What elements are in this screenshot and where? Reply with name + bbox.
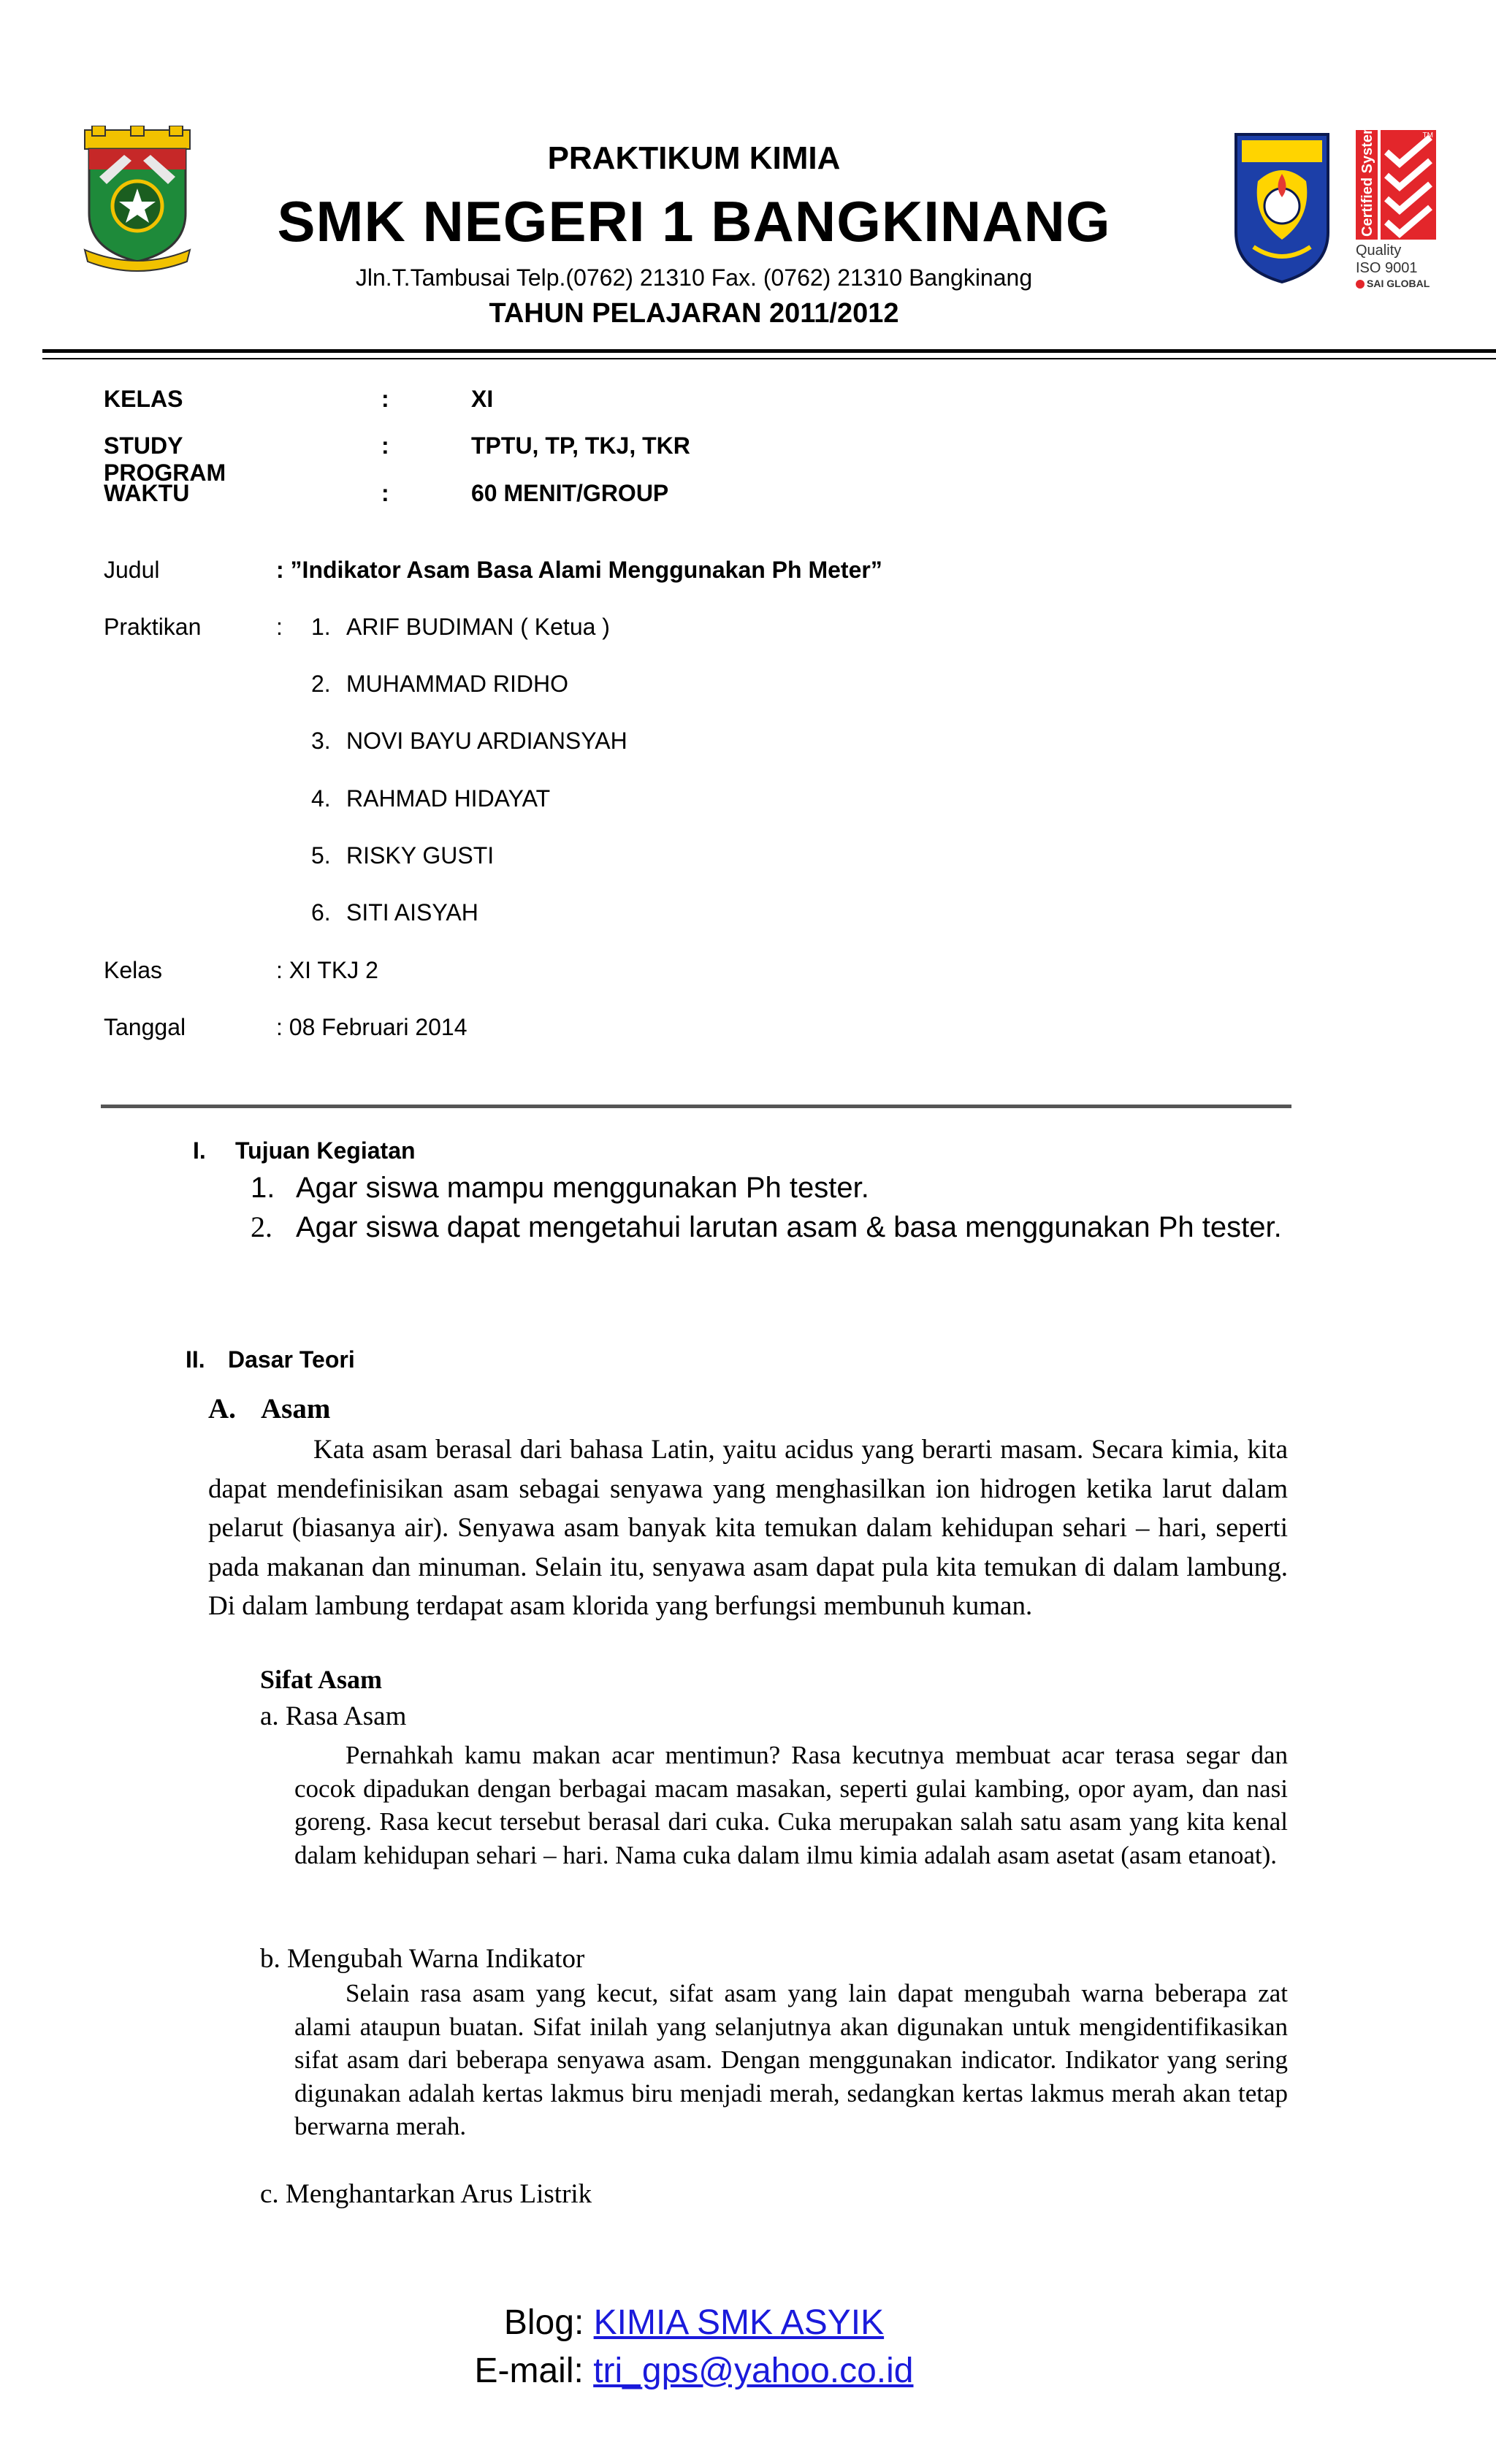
sifat-asam-heading: Sifat Asam xyxy=(260,1665,383,1694)
footer-blog: Blog: KIMIA SMK ASYIK xyxy=(503,2303,885,2342)
subsection-heading-asam: A. Asam xyxy=(208,1393,331,1424)
sifat-b-label: b. Mengubah Warna Indikator xyxy=(260,1944,585,1974)
member-list-item: 2. MUHAMMAD RIDHO xyxy=(311,671,568,697)
member-list-item: 1. ARIF BUDIMAN ( Ketua ) xyxy=(311,614,610,640)
member-list-item: 5. RISKY GUSTI xyxy=(311,842,495,869)
tm-mark: TM xyxy=(1422,131,1433,140)
member-list-item: 3. NOVI BAYU ARDIANSYAH xyxy=(311,728,627,754)
certified-system-label: Certified System xyxy=(1356,130,1378,240)
asam-intro-paragraph: Kata asam berasal dari bahasa Latin, yaitu acidus yang berarti masam. Secara kimia, kita dapat mendefinisikan asam sebagai senyawa yang menghasilkan ion hidrogen ketika larut dalam pelarut (biasanya air). Senyawa asam banyak kita temukan dalam kehidupan sehari – hari, seperti pada makanan dan minuman. Selain itu, senyawa asam dapat pula kita temukan di dalam lambung. Di dalam lambung terdapat asam klorida yang berfungsi membunuh kuman. xyxy=(208,1435,1288,1621)
sifat-c-label: c. Menghantarkan Arus Listrik xyxy=(260,2179,592,2209)
lab-title: PRAKTIKUM KIMIA xyxy=(547,140,841,176)
section-divider xyxy=(101,1105,1291,1108)
sai-global-brand: SAI GLOBAL xyxy=(1356,278,1430,289)
email-link[interactable]: tri_gps@yahoo.co.id xyxy=(593,2352,914,2390)
school-name: SMK NEGERI 1 BANGKINANG xyxy=(277,189,1111,253)
check-stripes xyxy=(1381,130,1436,240)
school-address: Jln.T.Tambusai Telp.(0762) 21310 Fax. (0762) 21310 Bangkinang xyxy=(355,264,1033,291)
sifat-a-label: a. Rasa Asam xyxy=(260,1701,407,1731)
school-crest-icon xyxy=(1232,130,1332,285)
header-rule-thick xyxy=(42,349,1496,353)
member-list-item: 6. SITI AISYAH xyxy=(311,899,478,926)
header-rule-thin xyxy=(42,358,1496,359)
objective-item: 2. Agar siswa dapat mengetahui larutan asam & basa menggunakan Ph tester. xyxy=(251,1210,1282,1243)
blog-link[interactable]: KIMIA SMK ASYIK xyxy=(593,2303,885,2342)
letterhead xyxy=(0,0,1496,365)
footer-email: E-mail: tri_gps@yahoo.co.id xyxy=(474,2352,914,2390)
quality-label: Quality xyxy=(1356,243,1402,259)
check-stripes-icon xyxy=(1381,130,1436,240)
section-heading-tujuan: I. Tujuan Kegiatan xyxy=(193,1137,416,1164)
iso-label: ISO 9001 xyxy=(1356,260,1418,276)
section-heading-dasar-teori: II. Dasar Teori xyxy=(186,1346,355,1373)
academic-year: TAHUN PELAJARAN 2011/2012 xyxy=(489,298,899,329)
sai-global-dot-icon xyxy=(1356,280,1365,289)
objective-item: 1. Agar siswa mampu menggunakan Ph tester. xyxy=(251,1172,869,1204)
sifat-a-paragraph: Pernahkah kamu makan acar mentimun? Rasa kecutnya membuat acar terasa segar dan cocok dipadukan dengan berbagai macam masakan, seperti gulai kambing, opor ayam, dan nasi goreng. Rasa kecut tersebut berasal dari cuka. Cuka merupakan salah satu asam yang kita kenal dalam kehidupan sehari – hari. Nama cuka dalam ilmu kimia adalah asam asetat (asam etanoat). xyxy=(294,1741,1288,1869)
certification-badge xyxy=(1356,121,1438,291)
member-list-item: 4. RAHMAD HIDAYAT xyxy=(311,785,551,812)
sifat-b-paragraph: Selain rasa asam yang kecut, sifat asam yang lain dapat mengubah warna beberapa zat alami ataupun buatan. Sifat inilah yang selanjutnya akan digunakan untuk mengidentifikasikan sifat asam dari beberapa senyawa asam. Dengan menggunakan indicator. Indikator yang sering digunakan adalah kertas lakmus biru menjadi merah, sedangkan kertas lakmus merah akan tetap berwarna merah. xyxy=(294,1979,1288,2140)
